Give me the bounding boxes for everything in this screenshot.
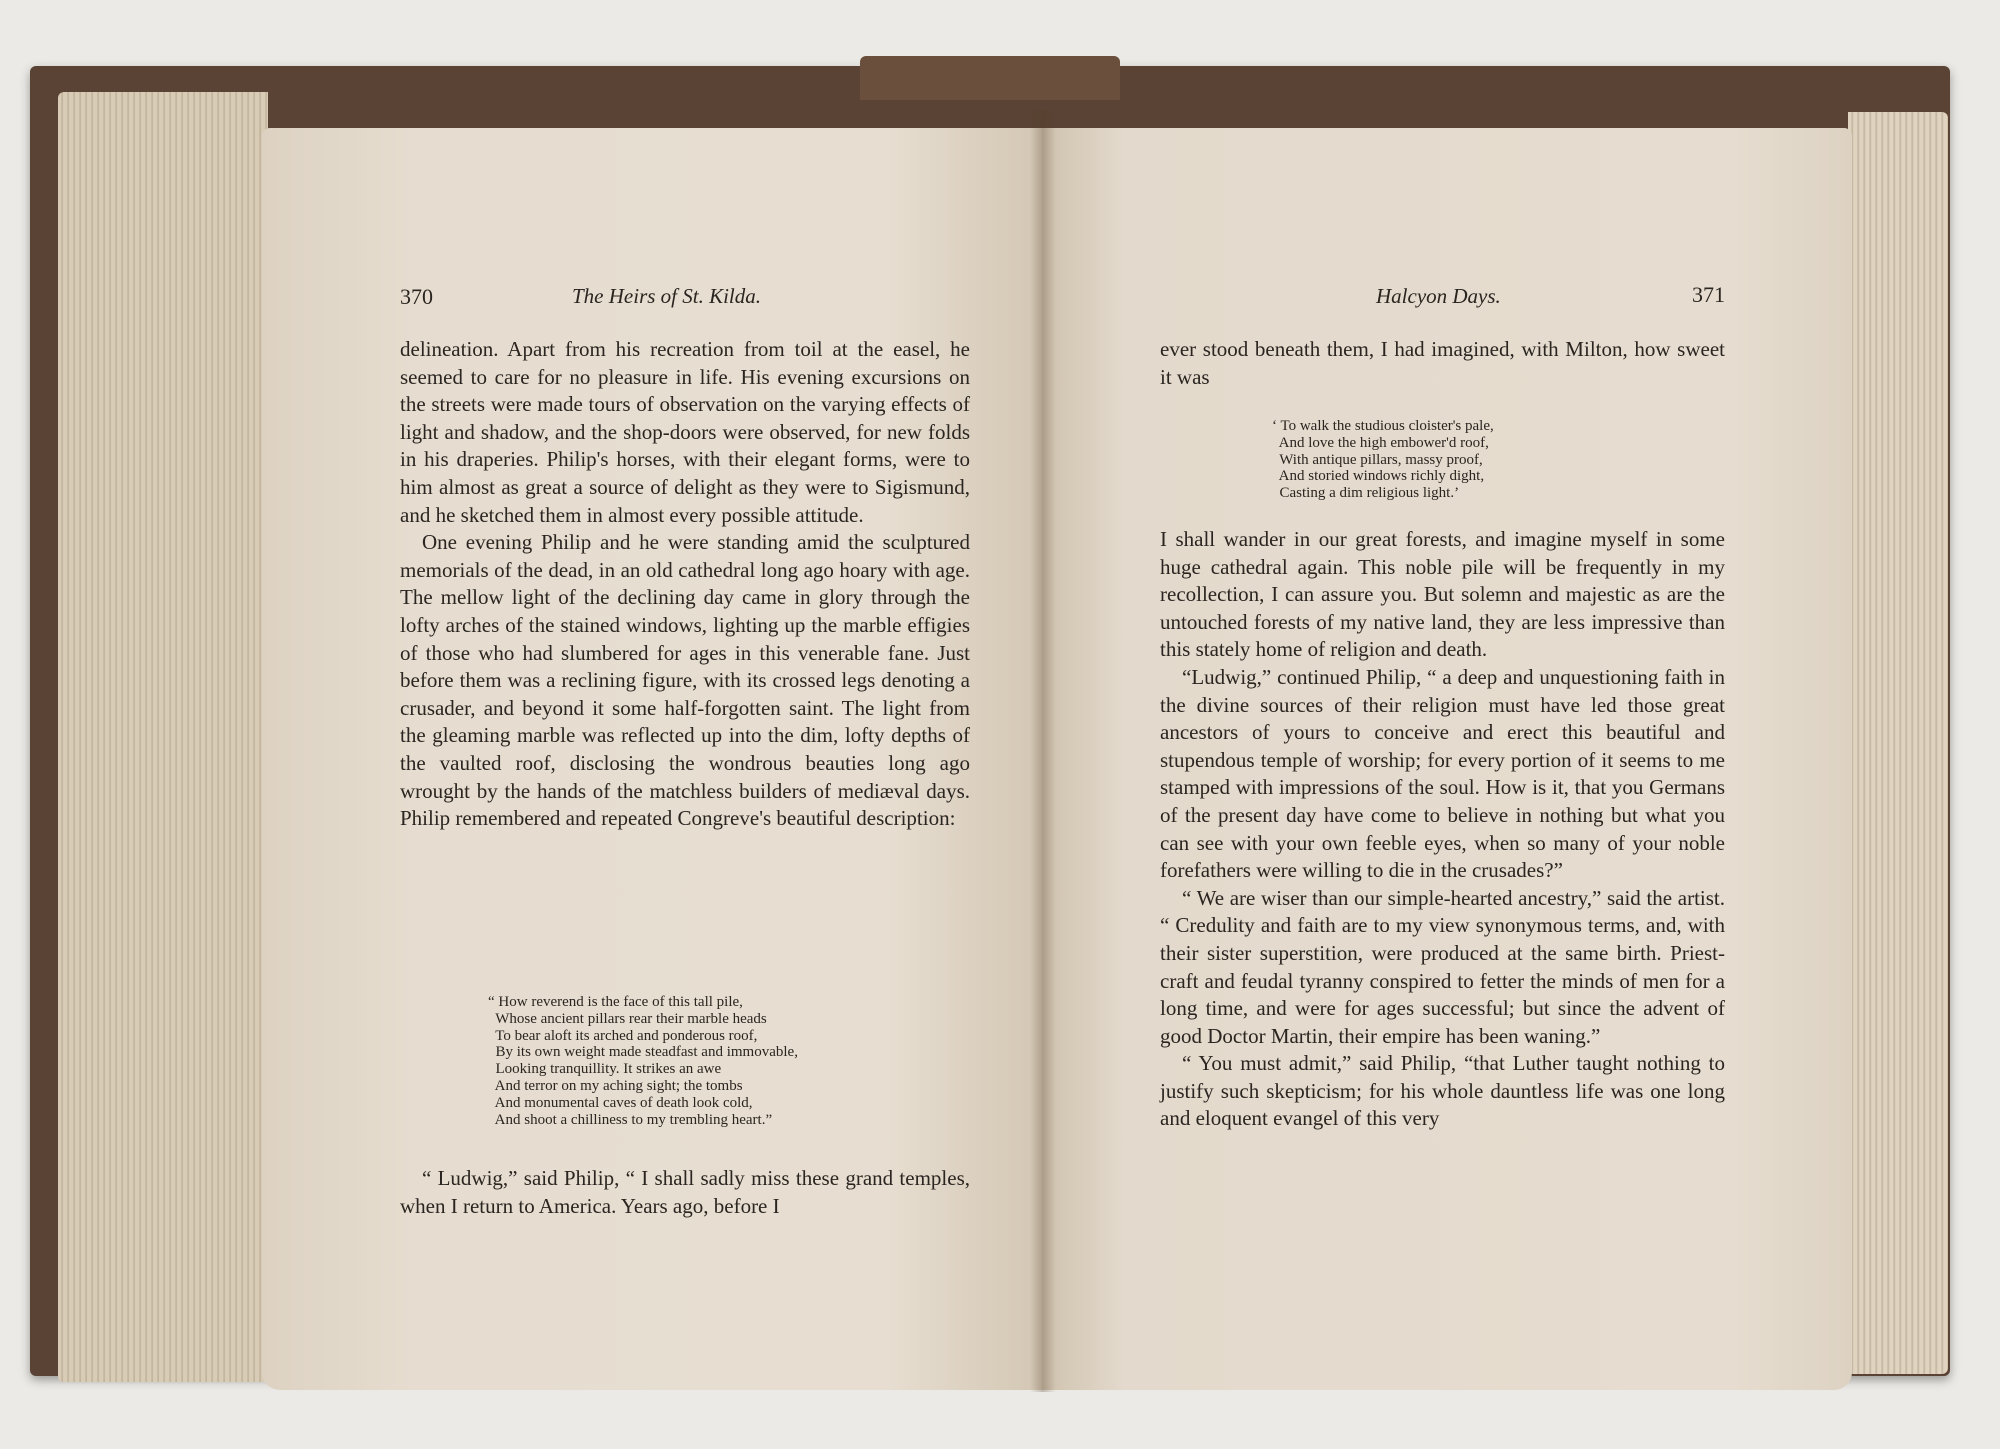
poem-line: Whose ancient pillars rear their marble heads	[488, 1010, 767, 1027]
right-paragraph-5: “ You must admit,” said Philip, “that Luther taught nothing to justify such skepticism; for his whole dauntless life was one long and eloquent evangel of this very	[1160, 1051, 1725, 1131]
right-running-head: Halcyon Days.	[1376, 284, 1501, 308]
poem-line: ‘ To walk the studious cloister's pale,	[1272, 418, 1494, 434]
poem-line: By its own weight made steadfast and immovable,	[488, 1044, 798, 1061]
congreve-quotation	[488, 994, 798, 1128]
poem-line: Looking tranquillity. It strikes an awe	[488, 1061, 722, 1078]
left-paragraph-2: One evening Philip and he were standing amid the sculptured memorials of the dead, in an old cathedral long ago hoary with age. The mellow light of the declining day came in glory through the lofty arches of the stained windows, lighting up the marble effigies of those who had slumbered for ages in this venerable fane. Just before them was a reclining figure, with its crossed legs denoting a crusader, and beyond it some half-forgotten saint. The light from the gleaming marble was reflected up into the dim, lofty depths of the vaulted roof, disclosing the wondrous beauties long ago wrought by the hands of the matchless builders of mediæval days. Philip remembered and repeated Congreve's beautiful description:	[400, 530, 970, 831]
poem-line: And terror on my aching sight; the tombs	[488, 1077, 743, 1094]
poem-line: To bear aloft its arched and ponderous roof,	[488, 1027, 758, 1044]
poem-line: And shoot a chilliness to my trembling heart.”	[488, 1111, 773, 1128]
right-page-edges	[1848, 112, 1948, 1374]
poem-line: “ How reverend is the face of this tall pile,	[488, 994, 743, 1010]
right-paragraph-3: “Ludwig,” continued Philip, “ a deep and unquestioning faith in the divine sources of their religion must have led those great ancestors of yours to conceive and erect this beautiful and stupendous temple of worship; for every portion of it seems to me stamped with impressions of the soul. How is it, that you Germans of the present day have come to believe in nothing but what you can see with your own feeble eyes, when so many of your noble forefathers were willing to die in the crusades?”	[1160, 664, 1725, 883]
right-page-number: 371	[1692, 282, 1725, 307]
poem-line: And storied windows richly dight,	[1272, 468, 1485, 485]
left-page-edges	[58, 92, 268, 1382]
poem-line: With antique pillars, massy proof,	[1272, 451, 1483, 468]
book-spine	[860, 56, 1120, 100]
right-page-body	[1160, 526, 1725, 1133]
right-paragraph-1: ever stood beneath them, I had imagined, with Milton, how sweet it was	[1160, 337, 1725, 389]
left-page-number: 370	[400, 284, 433, 309]
left-paragraph-3: “ Ludwig,” said Philip, “ I shall sadly miss these grand temples, when I return to America. Years ago, before I	[400, 1166, 970, 1218]
left-page-body-end	[400, 1165, 970, 1220]
right-page-body-start	[1160, 336, 1725, 391]
left-page-body	[400, 336, 970, 833]
poem-line: Casting a dim religious light.’	[1272, 485, 1460, 502]
left-running-head: The Heirs of St. Kilda.	[572, 284, 762, 308]
milton-quotation	[1272, 418, 1494, 502]
poem-line: And love the high embower'd roof,	[1272, 434, 1489, 451]
poem-line: And monumental caves of death look cold,	[488, 1094, 753, 1111]
right-paragraph-2: I shall wander in our great forests, and imagine myself in some huge cathedral again. This noble pile will be frequently in my recollection, I can assure you. But solemn and majestic as are the untouched forests of my native land, they are less impressive than this stately home of religion and death.	[1160, 527, 1725, 662]
book-gutter	[1030, 110, 1056, 1392]
left-paragraph-1: delineation. Apart from his recreation from toil at the easel, he seemed to care for no pleasure in life. His evening excursions on the streets were made tours of observation on the varying effects of light and shadow, and the shop-doors were observed, for new folds in his draperies. Philip's horses, with their elegant forms, were to him almost as great a source of delight as they were to Sigismund, and he sketched them in almost every possible attitude.	[400, 337, 970, 527]
right-paragraph-4: “ We are wiser than our simple-hearted ancestry,” said the artist. “ Credulity and faith are to my view synonymous terms, and, with their sister superstition, were produced at the same birth. Priest-craft and feudal tyranny conspired to fetter the minds of men for a long time, and were for ages successful; but since the advent of good Doctor Martin, their empire has been waning.”	[1160, 885, 1725, 1048]
